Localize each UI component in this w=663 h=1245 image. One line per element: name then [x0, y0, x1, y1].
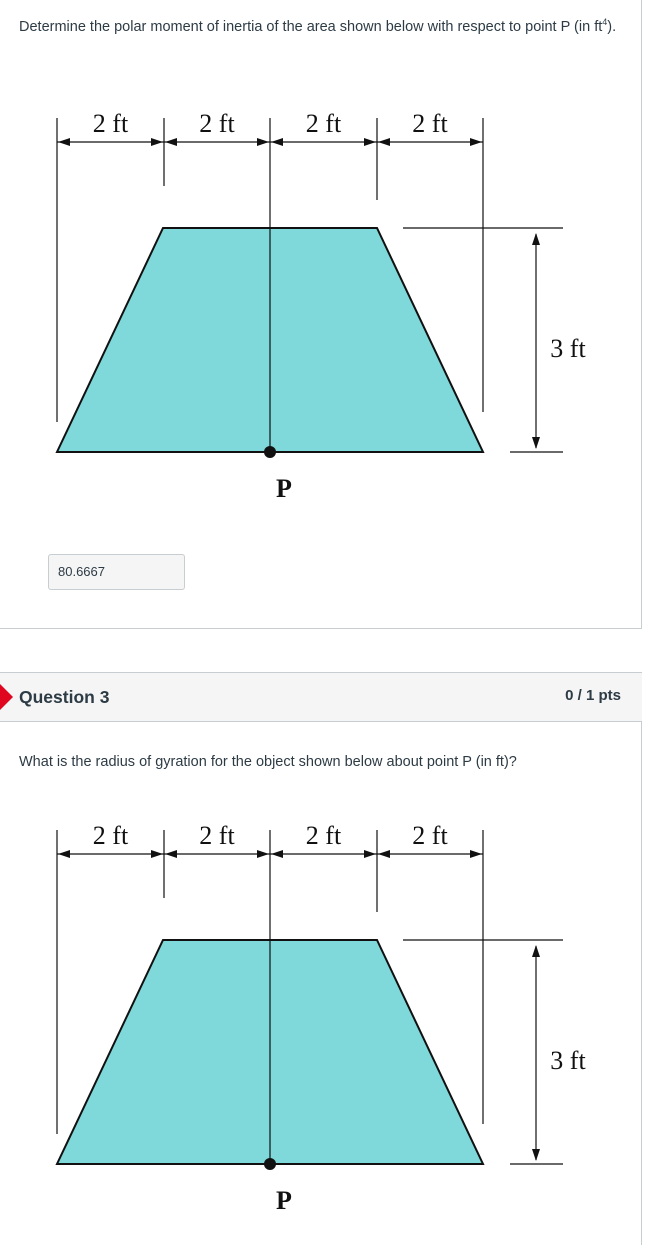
question-3-header — [0, 672, 642, 722]
question-3-body — [0, 722, 642, 1245]
dimension-arrow — [470, 138, 482, 146]
height-arrow-down — [532, 437, 540, 449]
dimension-arrow — [271, 850, 283, 858]
width-dimension-label: 2 ft — [305, 109, 342, 138]
question-3-points: 0 / 1 pts — [565, 687, 621, 704]
question-3-prompt: What is the radius of gyration for the object shown below about point P (in ft)? — [19, 754, 517, 770]
dimension-arrow — [364, 850, 376, 858]
dimension-arrow — [165, 138, 177, 146]
exponent: 4 — [602, 17, 608, 28]
width-dimension-label: 2 ft — [92, 821, 129, 850]
height-dimension-label: 3 ft — [550, 1046, 586, 1075]
height-arrow-down — [532, 1149, 540, 1161]
width-dimension-label: 2 ft — [305, 821, 342, 850]
dimension-arrow — [364, 138, 376, 146]
dimension-arrow — [165, 850, 177, 858]
dimension-arrow — [58, 138, 70, 146]
point-p-marker — [264, 1158, 276, 1170]
dimension-arrow — [257, 850, 269, 858]
trapezoid-figure-q2 — [0, 100, 663, 500]
trapezoid-figure-q3 — [0, 812, 663, 1212]
dimension-arrow — [151, 138, 163, 146]
incorrect-flag-arrow-icon — [0, 684, 13, 710]
width-dimension-label: 2 ft — [412, 109, 448, 138]
dimension-arrow — [58, 850, 70, 858]
height-arrow-up — [532, 945, 540, 957]
dimension-arrow — [151, 850, 163, 858]
question-3-title: Question 3 — [19, 687, 110, 707]
dimension-arrow — [257, 138, 269, 146]
width-dimension-label: 2 ft — [92, 109, 129, 138]
dimension-arrow — [378, 138, 390, 146]
point-p-marker — [264, 446, 276, 458]
question-2-card — [0, 0, 642, 629]
question-2-prompt: Determine the polar moment of inertia of the area shown below with respect to point P (in $ft^4$). — [19, 17, 617, 35]
height-arrow-up — [532, 233, 540, 245]
point-p-label: P — [276, 474, 292, 500]
height-dimension-label: 3 ft — [550, 334, 586, 363]
dimension-arrow — [378, 850, 390, 858]
width-dimension-label: 2 ft — [412, 821, 448, 850]
width-dimension-label: 2 ft — [199, 821, 235, 850]
dimension-arrow — [470, 850, 482, 858]
dimension-arrow — [271, 138, 283, 146]
trapezoid-diagram — [0, 812, 663, 1212]
point-p-label: P — [276, 1186, 292, 1212]
answer-input[interactable]: 80.6667 — [48, 554, 185, 590]
width-dimension-label: 2 ft — [199, 109, 235, 138]
trapezoid-diagram — [0, 100, 663, 500]
